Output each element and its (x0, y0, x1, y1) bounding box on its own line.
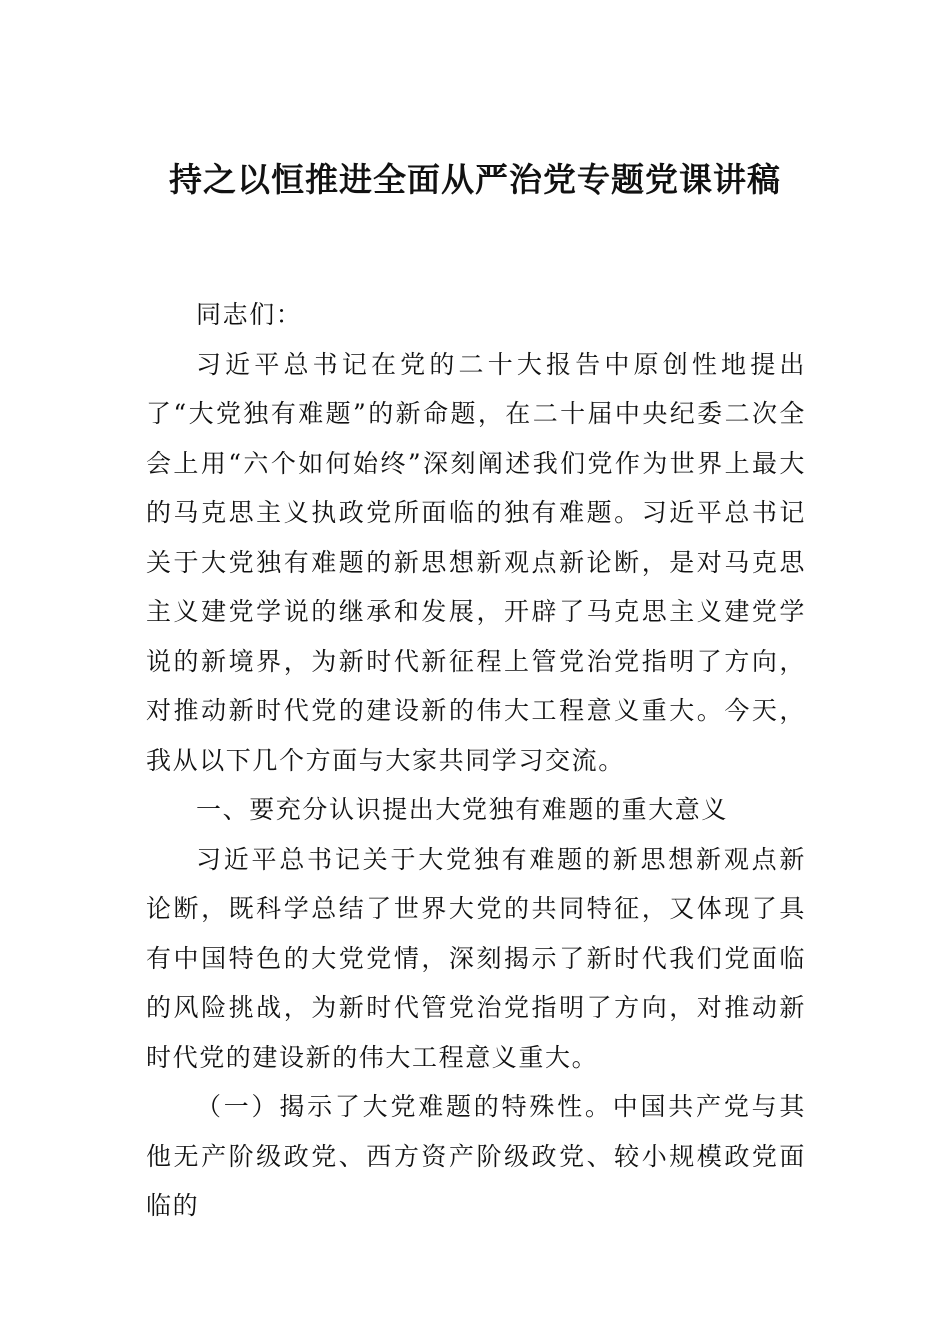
document-body (146, 290, 806, 1231)
intro-paragraph: 习近平总书记在党的二十大报告中原创性地提出了“大党独有难题”的新命题，在二十届中央纪委二次全会上用“六个如何始终”深刻阐述我们党作为世界上最大的马克思主义执政党所面临的独有难题。习近平总书记关于大党独有难题的新思想新观点新论断，是对马克思主义建党学说的继承和发展，开辟了马克思主义建党学说的新境界，为新时代新征程上管党治党指明了方向，对推动新时代党的建设新的伟大工程意义重大。今天，我从以下几个方面与大家共同学习交流。 (146, 349, 806, 775)
document-title: 持之以恒推进全面从严治党专题党课讲稿 (169, 160, 781, 199)
section-1-paragraph: 习近平总书记关于大党独有难题的新思想新观点新论断，既科学总结了世界大党的共同特征，又体现了具有中国特色的大党党情，深刻揭示了新时代我们党面临的风险挑战，为新时代管党治党指明了方向，对推动新时代党的建设新的伟大工程意义重大。 (146, 844, 806, 1072)
section-heading-1: 一、要充分认识提出大党独有难题的重大意义 (196, 795, 729, 824)
subsection-1-paragraph: （一）揭示了大党难题的特殊性。中国共产党与其他无产阶级政党、西方资产阶级政党、较小规模政党面临的 (146, 1092, 806, 1220)
salutation-paragraph: 同志们： (196, 300, 303, 329)
